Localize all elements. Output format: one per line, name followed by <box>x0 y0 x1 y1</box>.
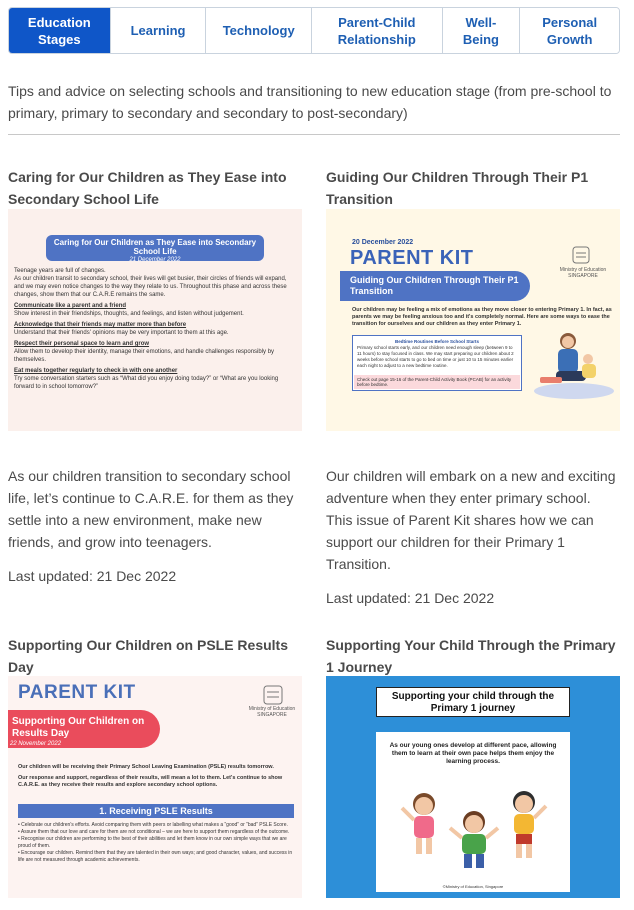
article-title-link[interactable]: Supporting Your Child Through the Primary 1 Journey <box>326 637 616 675</box>
thumb-heading: Respect their personal space to learn and grow <box>14 341 150 347</box>
thumb-line: Show interest in their friendships, thoughts, and feelings, and listen without judgement. <box>14 311 244 317</box>
thumb-date: 22 November 2022 <box>10 741 62 747</box>
thumb-text: Our children may be feeling a mix of emotions as they move closer to entering Primary 1. In fact, as parents we may be feeling anxious too and it's completely normal. Here are some ways to ease the transition for ourselves and our children as they enter Primary 1. <box>352 307 612 327</box>
moe-crest-icon <box>570 245 592 265</box>
thumb-bullet: • Celebrate our children's efforts. Avoid comparing them with peers or labelling what makes a “good” or “bad” PSLE Score. <box>18 822 288 828</box>
article-card <box>326 634 620 678</box>
thumb-paragraph <box>14 321 296 337</box>
thumb-paragraph <box>14 367 296 391</box>
article-thumbnail[interactable] <box>8 676 302 898</box>
thumb-moe: Ministry of Education SINGAPORE <box>559 267 607 279</box>
thumb-line: Allow them to develop their identity, manage their emotions, and handle challenges responsibly by themselves. <box>14 349 275 363</box>
thumb-line: Throughout this phase and across these changes, show them that our C.A.R.E remains the same. <box>14 284 287 298</box>
thumb-heading: Communicate like a parent and a friend <box>14 303 127 309</box>
thumb-heading: Eat meals together regularly to check in with one another <box>14 368 178 374</box>
children-illustration <box>394 782 554 874</box>
thumb-bullet-text: Assure them that our love and care for them are not conditional – we are here to support them regardless of the outcome. <box>20 829 290 835</box>
thumb-moe: Ministry of Education SINGAPORE <box>248 706 296 718</box>
thumb-bullet-text: Encourage our children. Remind them that they are talented in their own ways; and good character, values, and success in life are not measured through academic achievements. <box>18 850 293 863</box>
thumb-paragraph <box>14 340 296 364</box>
thumb-section-bar: 1. Receiving PSLE Results <box>18 804 294 818</box>
thumb-pill: Supporting Our Children on Results Day <box>8 710 160 748</box>
thumb-panel <box>376 732 570 892</box>
article-date: Last updated: 21 Dec 2022 <box>8 568 177 584</box>
thumb-bullet-text: Recognise our children are performing to the best of their abilities and let them know in our own simple ways that we are proud of them. <box>18 836 287 849</box>
thumb-bullet: • Encourage our children. Remind them that they are talented in their own ways; and good character, values, and success in life are not measured through academic achievements. <box>18 850 293 863</box>
thumb-date: 20 December 2022 <box>352 239 414 246</box>
article-title-link[interactable]: Guiding Our Children Through Their P1 Transition <box>326 169 589 207</box>
thumb-paragraph <box>14 302 296 318</box>
thumb-line: Try some conversation starters such as “What did you enjoy doing today?” or “What are you looking forward to in school tomorrow?” <box>14 376 279 390</box>
thumb-pink-note: Check out page 15-16 of the Parent-Child Activity Book (PCAB) for an activity before bedtime. <box>354 375 520 389</box>
thumb-footer: ©Ministry of Education, Singapore <box>442 884 504 889</box>
thumb-box-text: Primary school starts early, and our children need enough sleep (between 9 to 11 hours) to stay focused in class. We may start preparing our children about 2 weeks before school starts to go to bed on time or just 10 to 15 minutes earlier each night to adjust to a new bedtime routine. <box>357 345 514 368</box>
thumb-kit-title: PARENT KIT <box>350 247 474 269</box>
thumb-bullet: • Recognise our children are performing to the best of their abilities and let them know in our own simple ways that we are proud of them. <box>18 836 287 849</box>
thumb-text <box>18 764 294 789</box>
tab-parent-child-relationship[interactable]: Parent-Child Relationship <box>312 8 443 53</box>
thumb-line: Our children will be receiving their Primary School Leaving Examination (PSLE) results tomorrow. <box>18 764 274 770</box>
thumb-bullet-text: Celebrate our children's efforts. Avoid comparing them with peers or labelling what makes a “good” or “bad” PSLE Score. <box>21 822 288 828</box>
thumb-banner <box>46 235 264 261</box>
thumb-banner-title: Caring for Our Children as They Ease into Secondary School Life <box>53 238 257 256</box>
thumb-line: Teenage years are full of changes. <box>14 268 106 274</box>
parent-child-illustration <box>526 321 616 401</box>
article-thumbnail[interactable] <box>326 209 620 431</box>
thumb-kit-title: PARENT KIT <box>18 682 136 703</box>
thumb-line: As our children transit to secondary school, their lives will get busier, their circles of friends will expand, and we may even notice changes to the way they relate to us. <box>14 276 287 290</box>
thumb-list <box>18 822 298 864</box>
tab-education-stages[interactable]: Education Stages <box>9 8 111 53</box>
article-title-link[interactable]: Caring for Our Children as They Ease into Secondary School Life <box>8 169 287 207</box>
article-thumbnail[interactable] <box>326 676 620 898</box>
tab-well-being[interactable]: Well- Being <box>443 8 521 53</box>
tab-technology[interactable]: Technology <box>206 8 312 53</box>
divider <box>8 134 620 135</box>
thumb-header: Supporting your child through the Primary 1 journey <box>376 687 570 717</box>
thumb-line: Our response and support, regardless of their results, will mean a lot to them. Let's continue to show C.A.R.E. as they receive their results and explore secondary school options. <box>18 775 283 788</box>
thumb-pill: Guiding Our Children Through Their P1 Transition <box>340 271 530 301</box>
thumb-paragraph <box>14 267 296 299</box>
thumb-line: Understand that their friends' opinions may be very important to them at this age. <box>14 330 229 336</box>
article-card <box>8 166 302 210</box>
category-description: Tips and advice on selecting schools and transitioning to new education stage (from pre-school to primary, primary to secondary and secondary to post-secondary) <box>8 83 612 121</box>
article-description: As our children transition to secondary school life, let’s continue to C.A.R.E. for them as they settle into a new environment, make new friends, and grow into teenagers. <box>8 468 294 550</box>
article-card <box>326 166 620 210</box>
article-date: Last updated: 21 Dec 2022 <box>326 590 495 606</box>
article-title-link[interactable]: Supporting Our Children on PSLE Results Day <box>8 637 289 675</box>
thumb-bullet: • Assure them that our love and care for them are not conditional – we are here to support them regardless of the outcome. <box>18 829 290 835</box>
thumb-box-title: Bedtime Routines Before School Starts <box>394 339 479 344</box>
article-description: Our children will embark on a new and exciting adventure when they enter primary school. This issue of Parent Kit shares how we can support our children for their Primary 1 Transition. <box>326 468 616 572</box>
article-card-body <box>8 465 302 587</box>
moe-crest-icon <box>260 684 286 706</box>
article-card-body <box>326 465 620 609</box>
article-card <box>8 634 302 678</box>
thumb-text: As our young ones develop at different pace, allowing them to learn at their own pace helps them enjoy the learning process. <box>389 742 557 765</box>
thumb-text <box>14 267 296 394</box>
tab-personal-growth[interactable]: Personal Growth <box>520 8 619 53</box>
category-tabs <box>8 7 620 54</box>
thumb-heading: Acknowledge that their friends may matter more than before <box>14 322 187 328</box>
article-thumbnail[interactable] <box>8 209 302 431</box>
thumb-banner-date: 21 December 2022 <box>129 257 181 263</box>
tab-learning[interactable]: Learning <box>111 8 207 53</box>
